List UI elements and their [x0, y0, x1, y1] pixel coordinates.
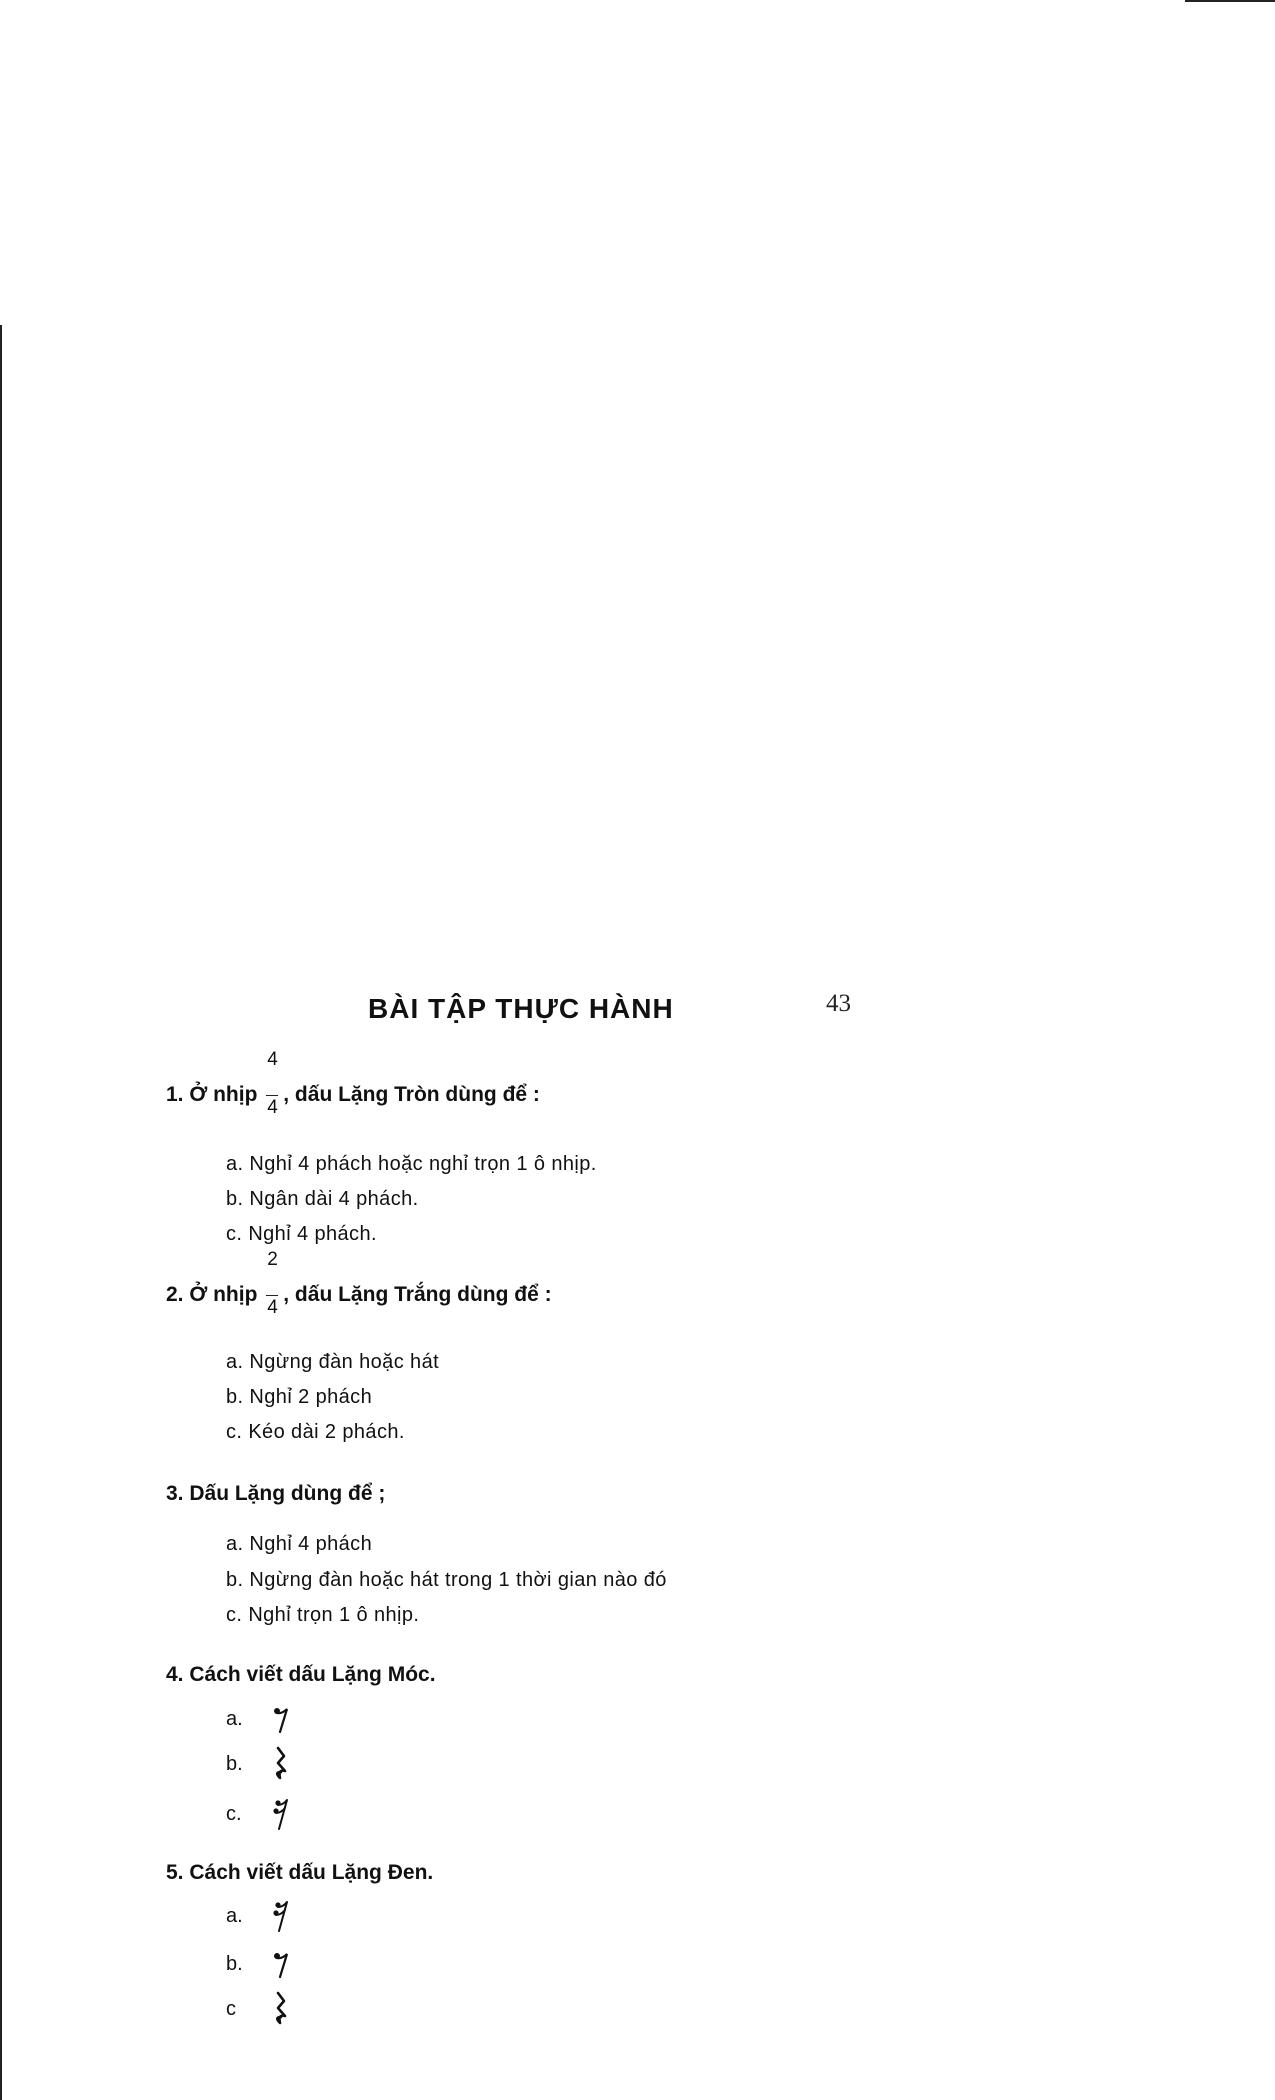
option-letter: c. [226, 1803, 242, 1825]
option-letter: a. [226, 1905, 243, 1927]
option-3b: b. Ngừng đàn hoặc hát trong 1 thời gian nào đó [226, 1569, 667, 1591]
fraction-numerator: 4 [267, 1049, 278, 1071]
sixteenth-rest-icon [268, 1897, 294, 1937]
question-1 [166, 1049, 540, 1119]
option-letter: a. [226, 1708, 243, 1730]
scan-top-edge [1185, 0, 1275, 2]
question-4: 4. Cách viết dấu Lặng Móc. [166, 1663, 436, 1686]
fraction-bar [266, 1295, 278, 1296]
question-1-label-before: 1. Ở nhịp [166, 1083, 258, 1106]
question-2 [166, 1249, 552, 1319]
question-5: 5. Cách viết dấu Lặng Đen. [166, 1861, 434, 1884]
question-1-label-after: , dấu Lặng Tròn dùng để : [283, 1083, 540, 1106]
option-letter: b. [226, 1753, 243, 1775]
option-letter: c [226, 1998, 236, 2020]
option-2b: b. Nghỉ 2 phách [226, 1386, 373, 1408]
sixteenth-rest-icon [268, 1795, 294, 1835]
page-number: 43 [826, 990, 851, 1017]
quarter-rest-icon [268, 1745, 294, 1785]
time-signature-4-4 [265, 1049, 281, 1119]
question-3: 3. Dấu Lặng dùng để ; [166, 1482, 386, 1505]
option-3a: a. Nghỉ 4 phách [226, 1533, 373, 1555]
time-signature-2-4 [265, 1249, 281, 1319]
option-1b: b. Ngân dài 4 phách. [226, 1188, 419, 1210]
option-1a: a. Nghỉ 4 phách hoặc nghỉ trọn 1 ô nhịp. [226, 1153, 597, 1175]
scan-left-edge [0, 325, 2, 2100]
question-2-label-after: , dấu Lặng Trắng dùng để : [283, 1283, 552, 1306]
fraction-numerator: 2 [267, 1249, 278, 1271]
question-2-label-before: 2. Ở nhịp [166, 1283, 258, 1306]
page-title: BÀI TẬP THỰC HÀNH [368, 993, 674, 1024]
quarter-rest-icon [268, 1990, 294, 2030]
fraction-bar [266, 1095, 278, 1096]
option-1c: c. Nghỉ 4 phách. [226, 1223, 377, 1245]
option-letter: b. [226, 1953, 243, 1975]
option-2a: a. Ngừng đàn hoặc hát [226, 1351, 440, 1373]
eighth-rest-icon [268, 1700, 294, 1740]
option-2c: c. Kéo dài 2 phách. [226, 1421, 405, 1443]
fraction-denominator: 4 [267, 1297, 278, 1319]
fraction-denominator: 4 [267, 1097, 278, 1119]
eighth-rest-icon [268, 1945, 294, 1985]
option-3c: c. Nghỉ trọn 1 ô nhịp. [226, 1604, 420, 1626]
